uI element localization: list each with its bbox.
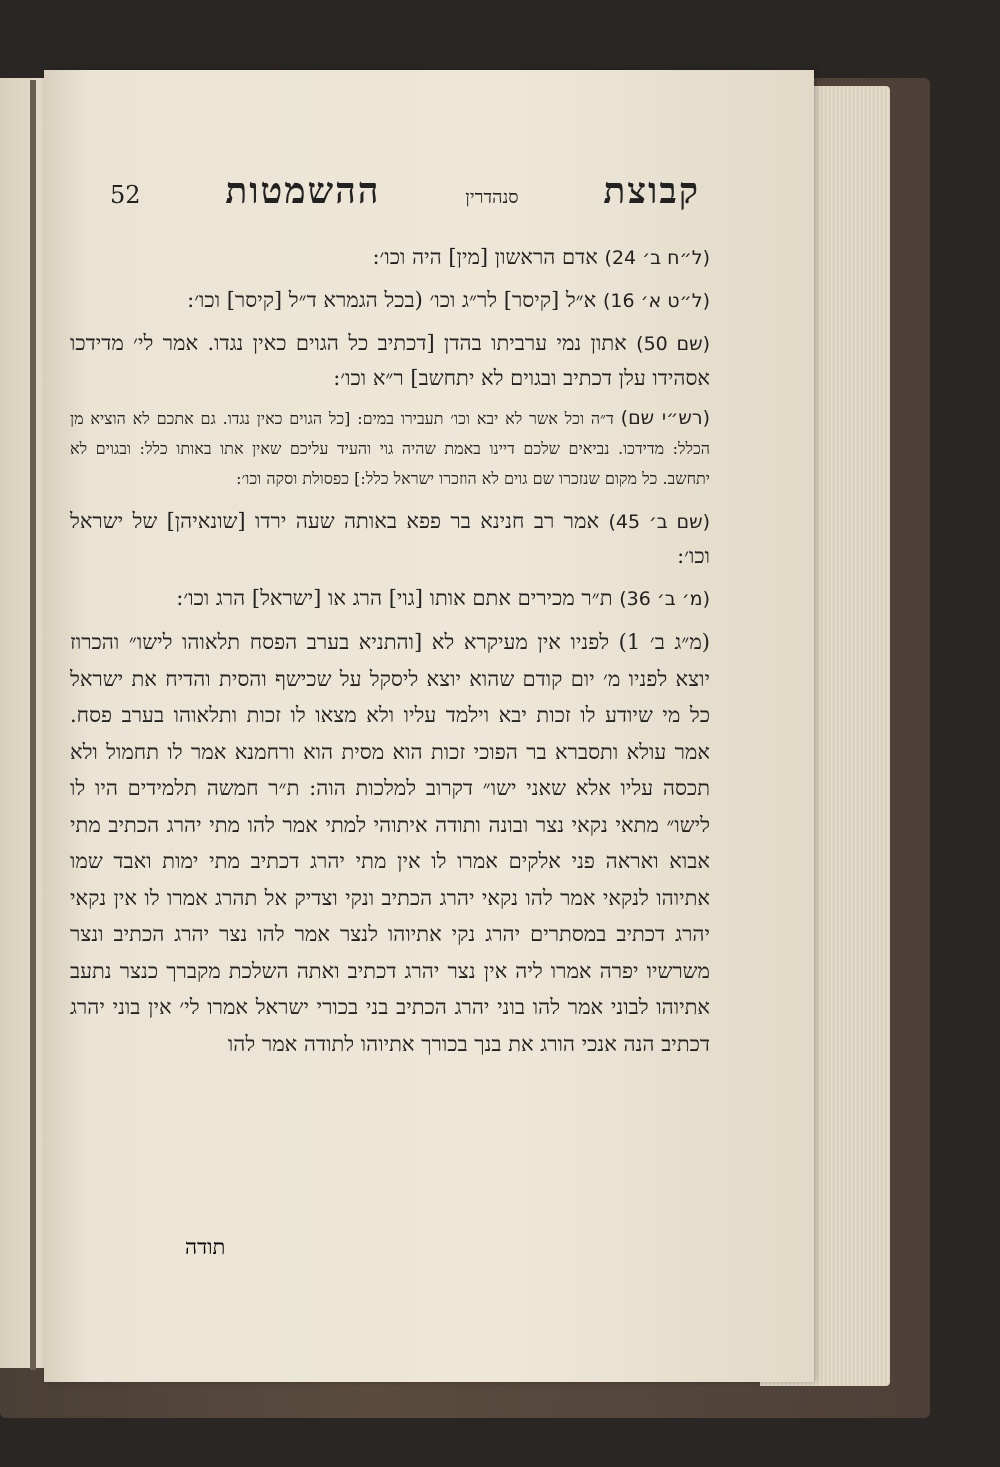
entry-ref: (ל״ח ב׳ 24) xyxy=(604,247,710,269)
entry xyxy=(70,326,710,395)
header-right: קבוצת xyxy=(603,170,700,212)
entry-text: אתון נמי ערביתו בהדן [דכתיב כל הגוים כאין נגדו. אמר לי׳ מדידכו אסהידו עלן דכתיב ובגוים לא יתחשב] ר״א וכו׳: xyxy=(70,331,710,390)
entry xyxy=(70,504,710,573)
page-number: 52 xyxy=(110,181,141,209)
header-middle: סנהדרין xyxy=(465,187,519,208)
entry-ref: (ל״ט א׳ 16) xyxy=(602,290,710,312)
book-gutter xyxy=(30,80,36,1370)
header-left: ההשמטות xyxy=(225,170,381,212)
main-passage xyxy=(70,624,710,1062)
entry-ref: (שם 50) xyxy=(636,333,710,355)
entry-text: אדם הראשון [מין] היה וכו׳: xyxy=(372,245,598,269)
main-ref: (מ״ג ב׳ 1) xyxy=(618,630,710,654)
rashi-entry xyxy=(70,403,710,494)
entry xyxy=(70,240,710,275)
entry-text: ת״ר מכירים אתם אותו [גוי] הרג או [ישראל] הרג וכו׳: xyxy=(176,586,613,610)
entry-ref: (מ׳ ב׳ 36) xyxy=(619,588,710,610)
catchword: תודה xyxy=(185,1235,226,1259)
running-header xyxy=(70,170,710,240)
entry xyxy=(70,283,710,318)
entry-text: ד״ה וכל אשר לא יבא וכו׳ תעבירו במים: [כל הגוים כאין נגדו. גם אתכם לא הוציא מן הכלל: מדידכו. נביאים שלכם דיינו באמת שהיה גוי והעיד עליכם שאין אתו באותו כלל: ובגוים לא יתחשב. כל מקום שנזכרו שם גוים לא הוזכרו ישראל כלל:] כפסולת וסקה וכו׳: xyxy=(70,409,710,488)
entry xyxy=(70,581,710,616)
entry-ref: (שם ב׳ 45) xyxy=(608,511,710,533)
entry-ref: (רש״י שם) xyxy=(620,407,710,429)
page-text xyxy=(70,170,710,1062)
main-text: לפניו אין מעיקרא לא [והתניא בערב הפסח תלאוהו לישו״ והכרוז יוצא לפניו מ׳ יום קודם שהוא יוצא ליסקל על שכישף והסית והדיח את ישראל כל מי שיודע לו זכות יבא וילמד עליו ולא מצאו לו זכות ותלאוהו בערב פסח. אמר עולא ותסברא בר הפוכי זכות הוא מסית הוא ורחמנא אמר לו תחמול ולא תכסה עליו אלא שאני ישו״ דקרוב למלכות הוה: ת״ר חמשה תלמידים היו לו לישו״ מתאי נקאי נצר ובונה ותודה איתוהי למתי אמר להו מתי יהרג הכתיב מתי אבוא ואראה פני אלקים אמרו לו אין מתי יהרג דכתיב מתי ימות ואבד שמו אתיוהו לנקאי אמר להו נקאי יהרג הכתיב ונקי וצדיק אל תהרג אמרו לו אין נקאי יהרג דכתיב במסתרים יהרג נקי אתיוהו לנצר אמר להו נצר יהרג הכתיב ונצר משרשיו יפרה אמרו ליה אין נצר יהרג דכתיב ואתה השלכת מקברך כנצר נתעב אתיוהו לבוני אמר להו בוני יהרג הכתיב בני בכורי ישראל אמרו לי׳ אין בוני יהרג דכתיב הנה אנכי הורג את בנך בכורך אתיוהו לתודה אמר להו xyxy=(70,630,710,1056)
entry-text: אמר רב חנינא בר פפא באותה שעה ירדו [שונאיהן] של ישראל וכו׳: xyxy=(70,509,710,568)
entry-text: א״ל [קיסר] לר״ג וכו׳ (בכל הגמרא ד״ל [קיסר] וכו׳: xyxy=(187,288,597,312)
